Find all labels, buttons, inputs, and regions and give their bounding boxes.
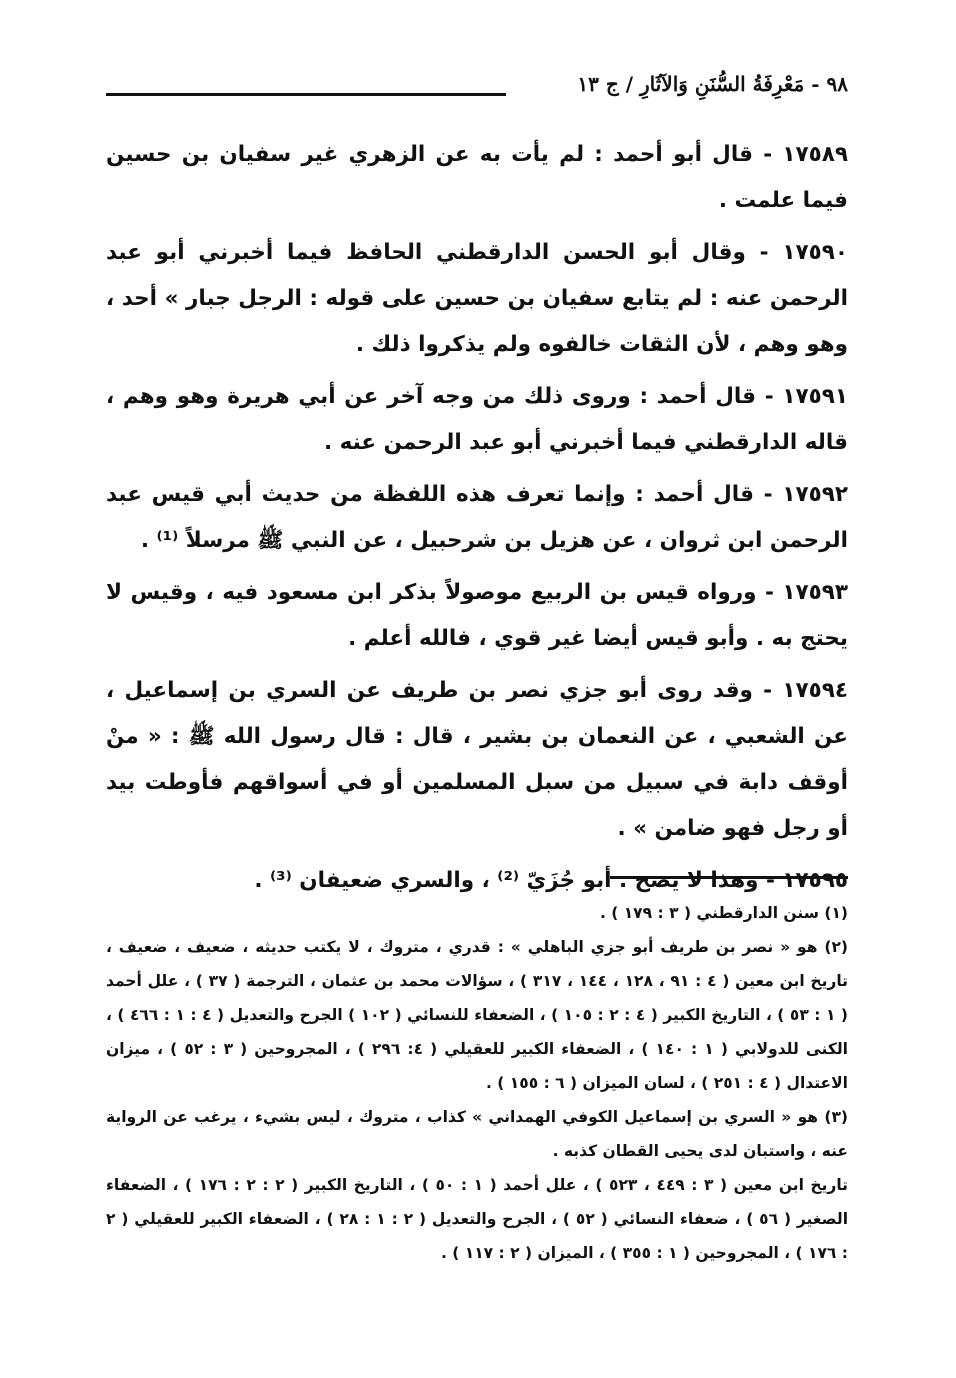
main-text [106, 132, 848, 910]
footnote-separator [610, 876, 848, 879]
page-header-title: ٩٨ - مَعْرِفَةُ السُّنَنِ وَالآثَارِ / ج ١٣ [577, 72, 848, 96]
paragraph-17591: ١٧٥٩١ - قال أحمد : وروى ذلك من وجه آخر عن أبي هريرة وهو وهم ، قاله الدارقطني فيما أخبرني أبو عبد الرحمن عنه . [106, 384, 848, 455]
page-header [106, 70, 848, 110]
footnotes [106, 896, 848, 1270]
footnote-3: (٣) هو « السري بن إسماعيل الكوفي الهمداني » كذاب ، متروك ، ليس بشيء ، يرغب عن الرواية عنه ، واستبان لدى يحيى القطان كذبه . [106, 1108, 848, 1160]
footnote-3-sources: تاريخ ابن معين ( ٣ : ٤٤٩ ، ٥٢٣ ) ، علل أحمد ( ١ : ٥٠ ) ، التاريخ الكبير ( ٢ : ٢ : ١٧٦ ) ، الضعفاء الصغير ( ٥٦ ) ، ضعفاء النسائي ( ٥٢ ) ، الجرح والتعديل ( ٢ : ١ : ٢٨ ) ، الضعفاء الكبير للعقيلي ( ٢ : ١٧٦ ) ، المجروحين ( ١ : ٣٥٥ ) ، الميزان ( ٢ : ١١٧ ) . [106, 1176, 849, 1262]
paragraph-17594: ١٧٥٩٤ - وقد روى أبو جزي نصر بن طريف عن السري بن إسماعيل ، عن الشعبي ، عن النعمان بن بشير ، قال : قال رسول الله ﷺ : « منْ أوقف دابة في سبيل من سبل المسلمين أو في أسواقهم فأوطت بيد أو رجل فهو ضامن » . [106, 678, 848, 841]
paragraph-17593: ١٧٥٩٣ - ورواه قيس بن الربيع موصولاً بذكر ابن مسعود فيه ، وقيس لا يحتج به . وأبو قيس أيضا غير قوي ، فالله أعلم . [106, 580, 848, 651]
paragraph-17590: ١٧٥٩٠ - وقال أبو الحسن الدارقطني الحافظ فيما أخبرني أبو عبد الرحمن عنه : لم يتابع سفيان بن حسين على قوله : الرجل جبار » أحد ، وهو وهم ، لأن الثقات خالفوه ولم يذكروا ذلك . [106, 240, 848, 357]
paragraph-17592: ١٧٥٩٢ - قال أحمد : وإنما تعرف هذه اللفظة من حديث أبي قيس عبد الرحمن ابن ثروان ، عن هزيل بن شرحبيل ، عن النبي ﷺ مرسلاً ⁽¹⁾ . [106, 482, 848, 553]
header-rule [106, 93, 506, 96]
paragraph-17589: ١٧٥٨٩ - قال أبو أحمد : لم يأت به عن الزهري غير سفيان بن حسين فيما علمت . [106, 142, 848, 213]
footnote-1: (١) سنن الدارقطني ( ٣ : ١٧٩ ) . [599, 904, 848, 922]
footnote-2: (٢) هو « نصر بن طريف أبو جزي الباهلي » : قدري ، متروك ، لا يكتب حديثه ، ضعيف ، ضعيف ، تاريخ ابن معين ( ٤ : ٩١ ، ١٢٨ ، ١٤٤ ، ٣١٧ ) ، سؤالات محمد بن عثمان ، الترجمة ( ٣٧ ) ، علل أحمد ( ١ : ٥٣ ) ، التاريخ الكبير ( ٤ : ٢ : ١٠٥ ) ، الضعفاء للنسائي ( ١٠٢ ) الجرح والتعديل ( ٤ : ١ : ٤٦٦ ) ، الكنى للدولابي ( ١ : ١٤٠ ) ، الضعفاء الكبير للعقيلي ( ٤: ٢٩٦ ) ، المجروحين ( ٣ : ٥٢ ) ، ميزان الاعتدال ( ٤ : ٢٥١ ) ، لسان الميزان ( ٦ : ١٥٥ ) . [106, 938, 848, 1092]
paragraph-17595: ١٧٥٩٥ - وهذا لا يصح . أبو جُزَيّ ⁽²⁾ ، والسري ضعيفان ⁽³⁾ . [254, 868, 848, 893]
